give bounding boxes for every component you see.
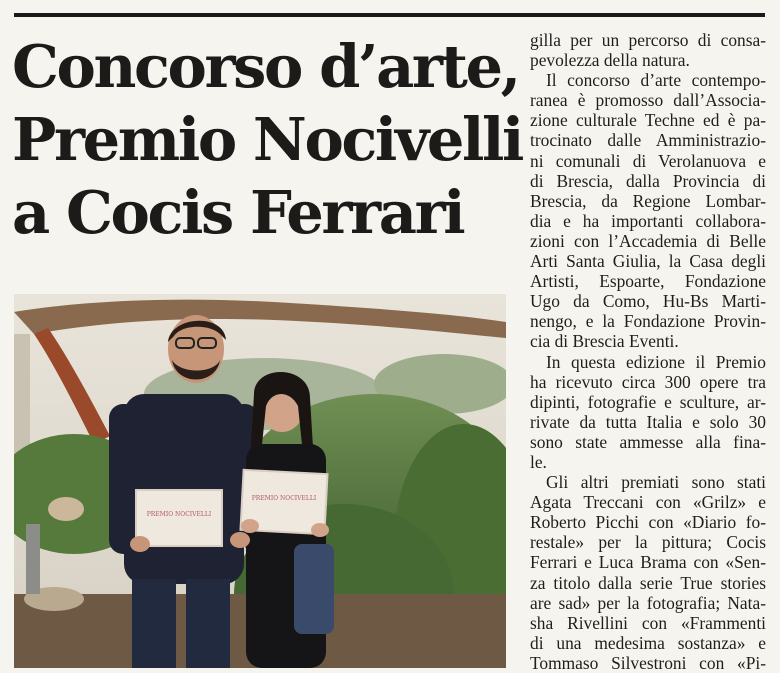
article-line: trocinato dalle Amministrazio- — [530, 130, 766, 151]
headline-line: Premio Nocivelli — [12, 105, 523, 174]
article-paragraph — [530, 352, 766, 473]
article-line: Arti Santa Giulia, la Casa degli — [530, 251, 766, 272]
article-column — [530, 30, 766, 673]
article-line: pevolezza della natura. — [530, 50, 690, 71]
article-line: Ferrari e Luca Brama con «Sen- — [530, 552, 766, 573]
article-line: Roberto Picchi con «Diario fo- — [530, 512, 766, 533]
article-line: dipinti, fotografie e sculture, ar- — [530, 391, 766, 412]
article-line: are sad» per la fotografia; Nata- — [530, 592, 766, 613]
article-line: ranea è promosso dall’Associa- — [530, 90, 766, 111]
certificate-text: PREMIO NOCIVELLI — [251, 495, 317, 502]
article-line: di una medesima sostanza» e — [530, 632, 766, 653]
article-line: ni comunali di Verolanuova e — [530, 150, 766, 171]
article-line: In questa edizione il Premio — [546, 351, 766, 372]
award-photo — [14, 294, 506, 668]
article-line: rivate da tutta Italia e solo 30 — [530, 411, 766, 432]
article-line: gilla per un percorso di consa- — [530, 30, 766, 50]
article-paragraph — [530, 30, 766, 70]
headline — [12, 30, 523, 249]
top-rule — [14, 13, 765, 17]
article-paragraph — [530, 70, 766, 351]
article-line: Agata Treccani con «Grilz» e — [530, 492, 766, 513]
article-line: nengo, e la Fondazione Provin- — [530, 311, 766, 332]
article-paragraph — [530, 472, 766, 673]
article-line: cia di Brescia Eventi. — [530, 331, 679, 352]
article-line: Ugo da Como, Hu-Bs Marti- — [530, 291, 766, 312]
article-line: zioni con l’Accademia di Belle — [530, 230, 766, 251]
article-line: Tommaso Silvestroni con «Pi- — [530, 652, 766, 673]
headline-line: Concorso d’arte, — [12, 32, 519, 101]
article-line: di Brescia, dalla Provincia di — [530, 170, 766, 191]
article-line: zione culturale Techne ed è pa- — [530, 110, 766, 131]
article-line: za titolo dalla serie True stories — [530, 572, 766, 593]
article-line: restale» per la pittura; Cocis — [530, 532, 766, 553]
article-line: ha ricevuto circa 300 opere tra — [530, 371, 766, 392]
article-line: dia e ha importanti collabora- — [530, 210, 766, 231]
headline-line: a Cocis Ferrari — [12, 178, 464, 247]
article-line: Brescia, da Regione Lombar- — [530, 190, 766, 211]
article-line: Artisti, Espoarte, Fondazione — [530, 271, 766, 292]
certificate-text: PREMIO NOCIVELLI — [146, 511, 212, 518]
article-line: sono state ammesse alla fina- — [530, 431, 766, 452]
article-line: Gli altri premiati sono stati — [546, 472, 766, 493]
article-line: le. — [530, 451, 547, 472]
article-line: Il concorso d’arte contempo- — [546, 70, 766, 91]
article-line: sha Rivellini con «Frammenti — [530, 612, 766, 633]
